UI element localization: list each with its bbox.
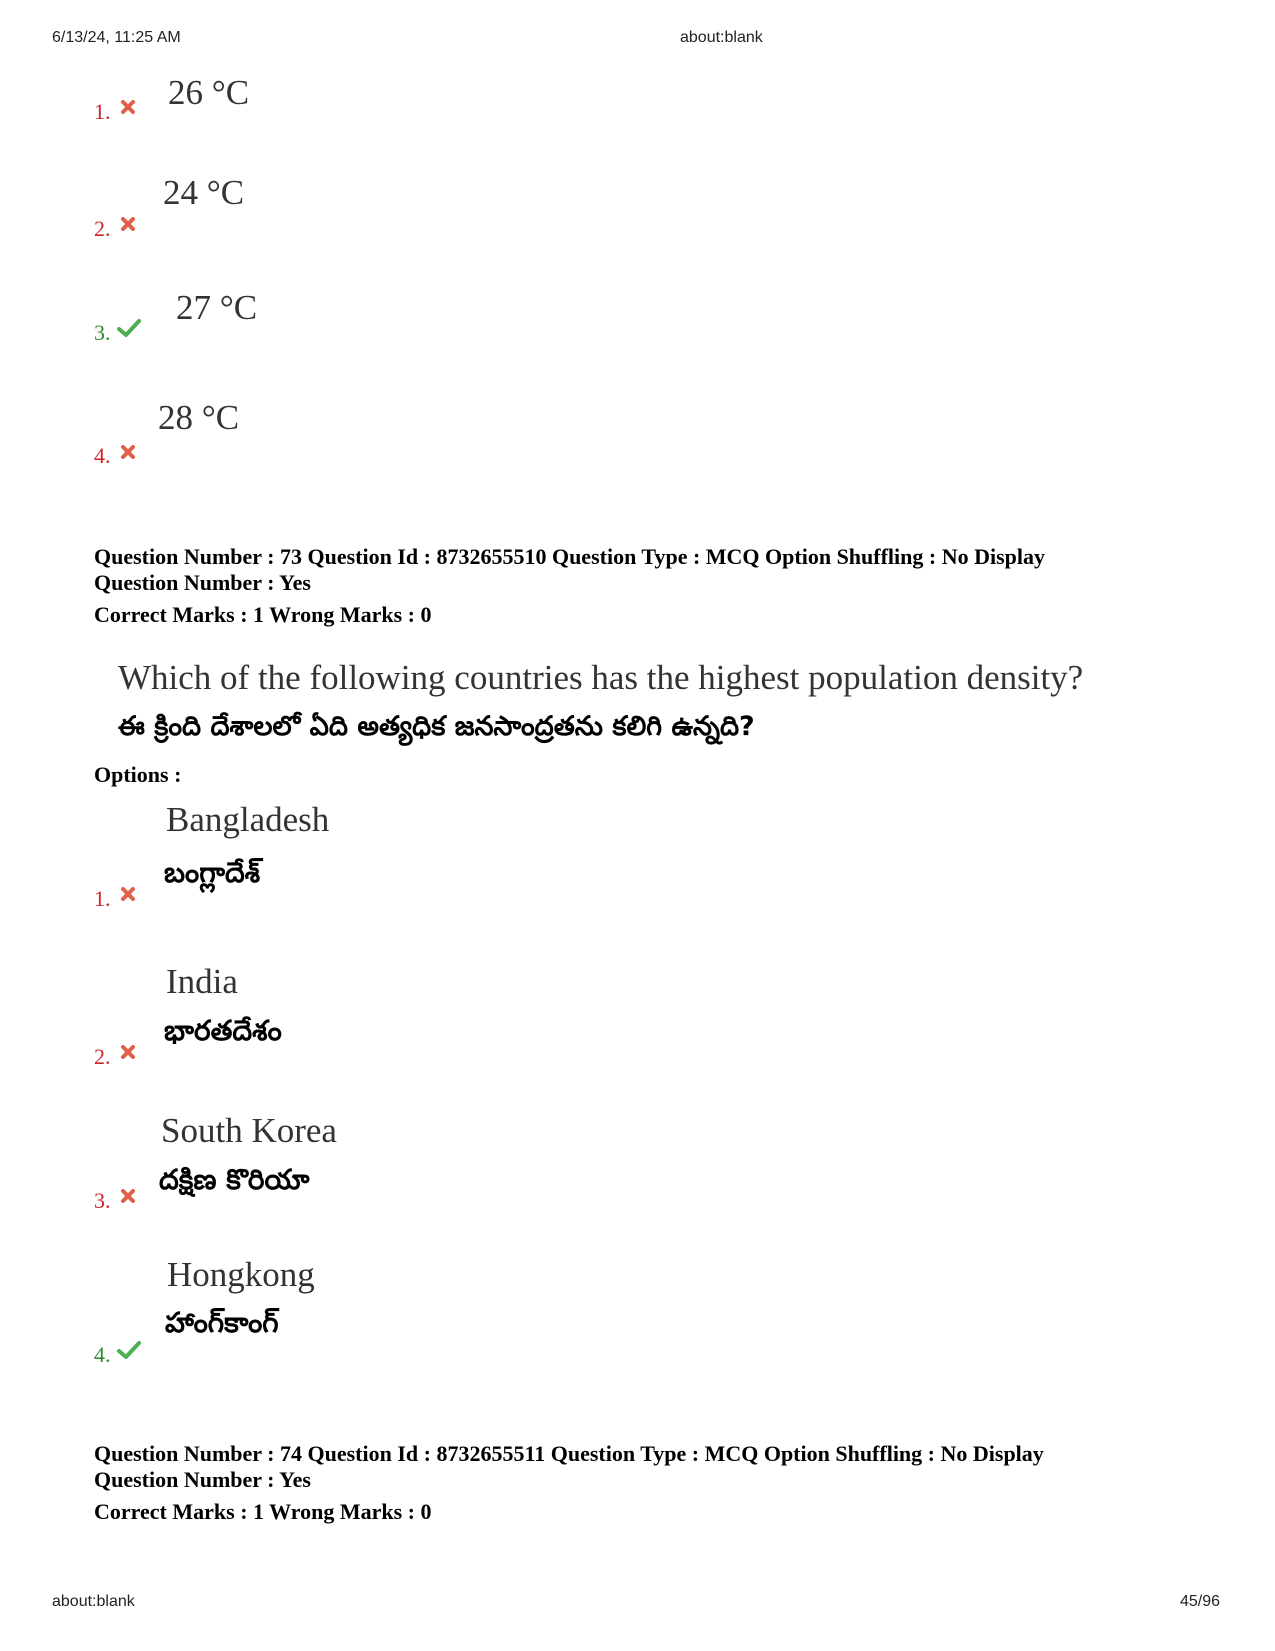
question-meta-line: Question Number : Yes xyxy=(94,570,311,595)
option-number: 4. xyxy=(94,443,111,468)
print-page-title: about:blank xyxy=(680,29,763,46)
print-page-number: 45/96 xyxy=(1180,1593,1221,1610)
question-73-text-telugu: ఈ క్రింది దేశాలలో ఏది అత్యధిక జనసాంద్రతను కలిగి ఉన్నది? xyxy=(118,711,755,742)
wrong-cross-icon xyxy=(120,886,136,907)
option-number: 3. xyxy=(94,320,111,345)
wrong-cross-icon xyxy=(120,1188,136,1209)
option-text-english: Bangladesh xyxy=(166,800,330,839)
question-73-meta xyxy=(94,544,1045,596)
option-number: 1. xyxy=(94,99,111,124)
option-text: 28 °C xyxy=(158,398,240,437)
question-meta-line: Question Number : Yes xyxy=(94,1467,311,1492)
option-text-english: India xyxy=(166,962,238,1001)
question-74-marks: Correct Marks : 1 Wrong Marks : 0 xyxy=(94,1499,432,1524)
correct-check-icon xyxy=(117,1340,141,1365)
question-meta-line: Question Number : 73 Question Id : 8732655510 Question Type : MCQ Option Shuffling : No Display xyxy=(94,544,1046,569)
option-text-english: Hongkong xyxy=(167,1255,315,1294)
wrong-cross-icon xyxy=(120,99,136,120)
option-number: 3. xyxy=(94,1188,111,1213)
correct-check-icon xyxy=(117,318,141,343)
wrong-cross-icon xyxy=(120,216,136,237)
option-text: 26 °C xyxy=(168,73,250,112)
question-74-meta xyxy=(94,1441,1044,1493)
option-number: 1. xyxy=(94,886,111,911)
option-text-telugu: భారతదేశం xyxy=(164,1014,282,1047)
question-meta-line: Question Number : 74 Question Id : 8732655511 Question Type : MCQ Option Shuffling : No Display xyxy=(94,1441,1044,1466)
wrong-cross-icon xyxy=(120,1044,136,1065)
question-73-marks: Correct Marks : 1 Wrong Marks : 0 xyxy=(94,602,432,627)
option-number: 2. xyxy=(94,1044,111,1069)
option-number: 4. xyxy=(94,1342,111,1367)
option-text: 27 °C xyxy=(176,288,258,327)
print-datetime: 6/13/24, 11:25 AM xyxy=(52,29,181,46)
print-footer-url: about:blank xyxy=(52,1593,135,1610)
option-number: 2. xyxy=(94,216,111,241)
question-73-text-english: Which of the following countries has the highest population density? xyxy=(118,658,1084,697)
option-text-telugu: హాంగ్‌కాంగ్ xyxy=(165,1306,279,1339)
option-text: 24 °C xyxy=(163,173,245,212)
option-text-telugu: దక్షిణ కొరియా xyxy=(159,1163,310,1196)
wrong-cross-icon xyxy=(120,444,136,465)
option-text-english: South Korea xyxy=(161,1111,337,1150)
option-text-telugu: బంగ్లాదేశ్ xyxy=(164,856,261,889)
options-label: Options : xyxy=(94,762,182,787)
